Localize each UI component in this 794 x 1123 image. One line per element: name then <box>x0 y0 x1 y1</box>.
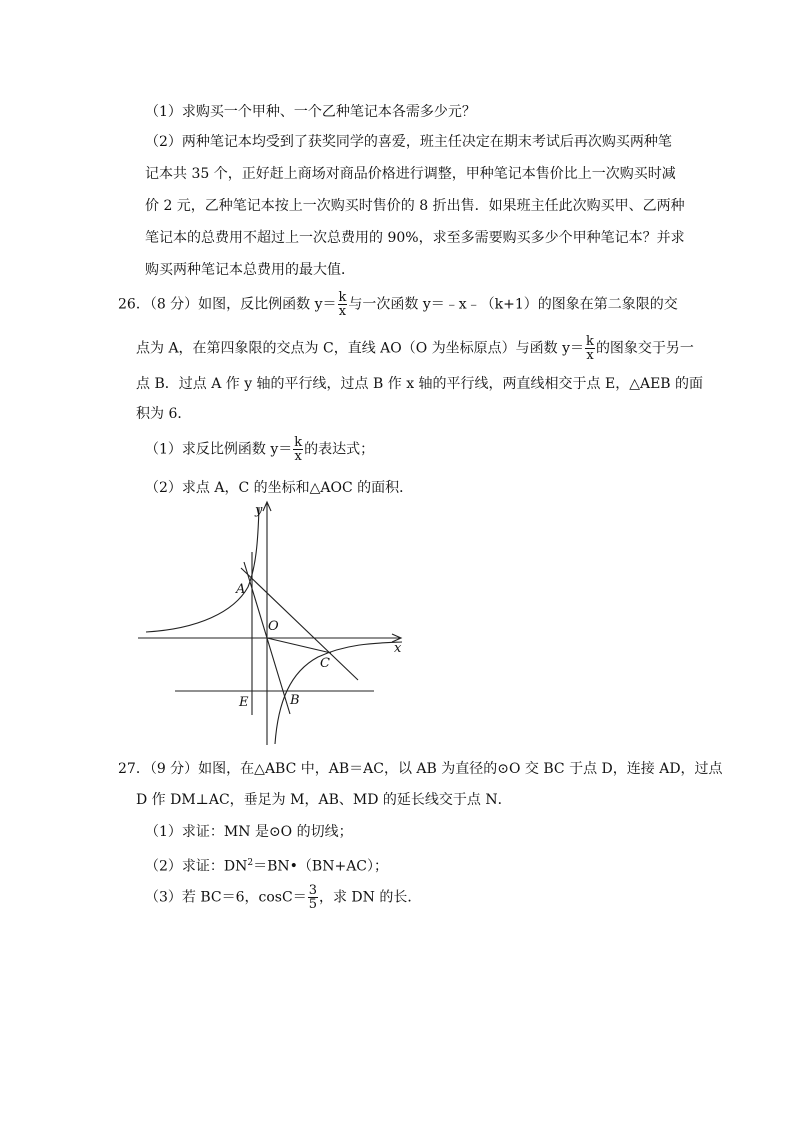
q26-sub1-b: 的表达式； <box>304 441 375 458</box>
label-y: y <box>255 503 263 518</box>
fraction-k-over-x <box>338 291 348 318</box>
frac-denominator: x <box>338 304 347 319</box>
frac-denominator: x <box>294 449 302 464</box>
q26-sub1-a: （1）求反比例函数 y＝ <box>145 441 293 458</box>
q27-sub2-a: （2）求证：DN <box>145 858 248 875</box>
frac-numerator: 3 <box>308 883 317 898</box>
q26-line1 <box>118 291 678 318</box>
frac-denominator: x <box>586 348 594 363</box>
q27-sub1: （1）求证：MN 是⊙O 的切线； <box>145 824 353 840</box>
q25-sub2-line1: （2）两种笔记本均受到了获奖同学的喜爱，班主任决定在期末考试后再次购买两种笔 <box>145 134 672 150</box>
q27-sub3-b: ，求 DN 的长． <box>318 889 422 906</box>
q27-line1: 27．（9 分）如图，在△ABC 中，AB＝AC，以 AB 为直径的⊙O 交 BC 于点 D，连接 AD，过点 <box>118 761 723 777</box>
label-B: B <box>290 693 300 708</box>
q27-sub2 <box>145 853 388 877</box>
frac-denominator: 5 <box>308 897 317 912</box>
q27-sub3 <box>145 884 421 911</box>
frac-numerator: k <box>338 290 347 305</box>
coordinate-figure <box>138 497 410 749</box>
label-x: x <box>394 641 402 656</box>
q26-line3: 点 B．过点 A 作 y 轴的平行线，过点 B 作 x 轴的平行线，两直线相交于点 E，△AEB 的面 <box>136 376 704 392</box>
label-E: E <box>239 695 249 710</box>
q27-sub2-b: ＝BN•（BN+AC）； <box>253 858 389 875</box>
superscript-2: 2 <box>247 858 254 868</box>
q26-line4: 积为 6． <box>136 406 192 422</box>
fraction-k-over-x <box>293 436 303 463</box>
frac-numerator: k <box>586 334 594 349</box>
label-C: C <box>320 656 330 671</box>
q26-line1-a: 26．（8 分）如图，反比例函数 y＝ <box>118 296 337 313</box>
q25-sub2-line3: 价 2 元，乙种笔记本按上一次购买时售价的 8 折出售．如果班主任此次购买甲、乙两种 <box>145 198 685 214</box>
q25-sub1: （1）求购买一个甲种、一个乙种笔记本各需多少元？ <box>145 104 476 120</box>
q26-sub1 <box>145 436 374 463</box>
q26-line2 <box>136 335 694 362</box>
q27-line2: D 作 DM⊥AC，垂足为 M，AB、MD 的延长线交于点 N． <box>136 792 512 808</box>
q26-line1-b: 与一次函数 y＝﹣x﹣（k+1）的图象在第二象限的交 <box>348 296 678 313</box>
q26-line2-a: 点为 A，在第四象限的交点为 C，直线 AO（O 为坐标原点）与函数 y＝ <box>136 340 585 357</box>
q25-sub2-line4: 笔记本的总费用不超过上一次总费用的 90%，求至多需要购买多少个甲种笔记本？并求 <box>145 230 685 246</box>
label-A: A <box>236 582 246 597</box>
fraction-3-over-5 <box>308 884 318 911</box>
q27-sub3-a: （3）若 BC＝6，cosC＝ <box>145 889 307 906</box>
q26-sub2: （2）求点 A，C 的坐标和△AOC 的面积． <box>145 480 414 496</box>
frac-numerator: k <box>294 435 303 450</box>
label-O: O <box>268 619 279 634</box>
line-AC <box>241 568 358 680</box>
fraction-k-over-x <box>585 335 595 362</box>
q25-sub2-line5: 购买两种笔记本总费用的最大值． <box>145 262 355 278</box>
q25-sub2-line2: 记本共 35 个，正好赶上商场对商品价格进行调整，甲种笔记本售价比上一次购买时减 <box>145 166 676 182</box>
q26-line2-b: 的图象交于另一 <box>595 340 694 357</box>
